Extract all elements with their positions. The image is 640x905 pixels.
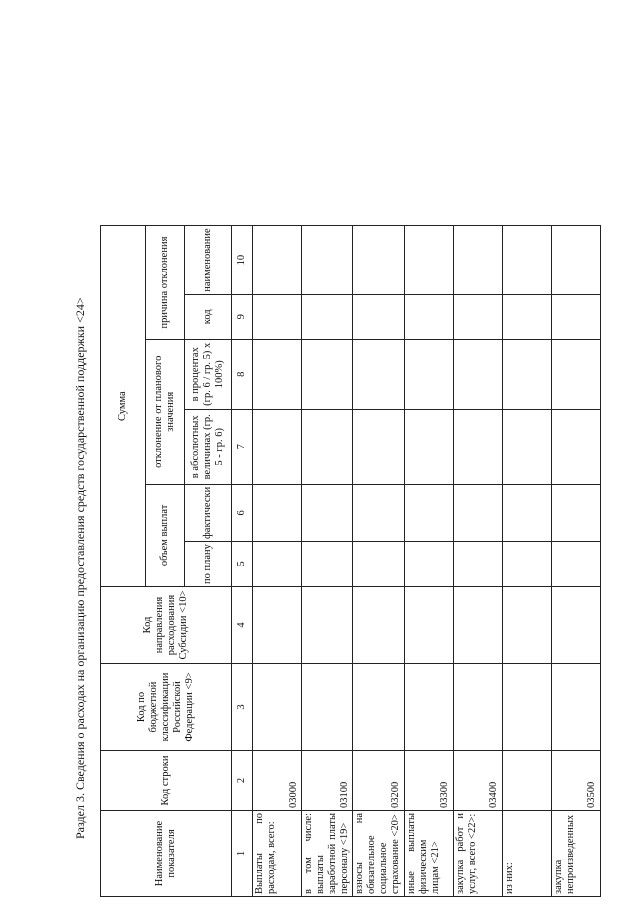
cell-pct[interactable] xyxy=(404,339,453,409)
column-number: 4 xyxy=(232,587,253,664)
cell-pct[interactable] xyxy=(551,339,600,409)
cell-fact[interactable] xyxy=(302,484,353,541)
cell-reason-code[interactable] xyxy=(551,294,600,339)
cell-direction-code[interactable] xyxy=(404,587,453,664)
table-row xyxy=(551,226,600,897)
cell-pct[interactable] xyxy=(453,339,502,409)
cell-abs[interactable] xyxy=(453,409,502,484)
cell-pct[interactable] xyxy=(353,339,404,409)
cell-plan[interactable] xyxy=(353,542,404,587)
row-code: 03100 xyxy=(302,751,353,811)
cell-direction-code[interactable] xyxy=(502,587,551,664)
cell-bk-code[interactable] xyxy=(353,664,404,751)
cell-plan[interactable] xyxy=(302,542,353,587)
header-volume: объем выплат xyxy=(146,484,185,586)
table-row xyxy=(453,226,502,897)
cell-reason-name[interactable] xyxy=(302,226,353,294)
cell-reason-name[interactable] xyxy=(453,226,502,294)
cell-fact[interactable] xyxy=(404,484,453,541)
cell-plan[interactable] xyxy=(253,542,302,587)
cell-reason-code[interactable] xyxy=(404,294,453,339)
row-code xyxy=(502,751,551,811)
cell-reason-code[interactable] xyxy=(302,294,353,339)
column-number: 3 xyxy=(232,664,253,751)
table-row xyxy=(502,226,551,897)
table-row xyxy=(253,226,302,897)
cell-direction-code[interactable] xyxy=(551,587,600,664)
cell-fact[interactable] xyxy=(551,484,600,541)
column-number: 2 xyxy=(232,751,253,811)
cell-direction-code[interactable] xyxy=(453,587,502,664)
cell-fact[interactable] xyxy=(253,484,302,541)
cell-plan[interactable] xyxy=(551,542,600,587)
header-direction-code: Код направления расходования Субсидии <10> xyxy=(101,587,232,664)
cell-reason-name[interactable] xyxy=(502,226,551,294)
cell-bk-code[interactable] xyxy=(502,664,551,751)
header-reason: причина отклонения xyxy=(146,226,185,339)
column-number-row xyxy=(232,226,253,897)
cell-fact[interactable] xyxy=(353,484,404,541)
column-number: 10 xyxy=(232,226,253,294)
cell-direction-code[interactable] xyxy=(253,587,302,664)
row-name: взносы на обязательное социальное страхование <20> xyxy=(353,811,404,897)
column-number: 6 xyxy=(232,484,253,541)
header-plan: по плану xyxy=(185,542,232,587)
row-code: 03200 xyxy=(353,751,404,811)
row-name: иные выплаты физическим лицам <21> xyxy=(404,811,453,897)
cell-abs[interactable] xyxy=(502,409,551,484)
cell-bk-code[interactable] xyxy=(253,664,302,751)
header-reason-name: наименование xyxy=(185,226,232,294)
row-name: Выплаты по расходам, всего: xyxy=(253,811,302,897)
cell-bk-code[interactable] xyxy=(551,664,600,751)
cell-bk-code[interactable] xyxy=(404,664,453,751)
header-fact: фактически xyxy=(185,484,232,541)
cell-plan[interactable] xyxy=(453,542,502,587)
header-deviation: отклонение от планового значения xyxy=(146,339,185,484)
row-name: из них: xyxy=(502,811,551,897)
column-number: 8 xyxy=(232,339,253,409)
row-code: 03300 xyxy=(404,751,453,811)
cell-plan[interactable] xyxy=(404,542,453,587)
header-sum: Сумма xyxy=(101,226,146,587)
section-title: Раздел 3. Сведения о расходах на организацию предоставления средств государственной поддержки <24> xyxy=(73,297,87,839)
row-code: 03500 xyxy=(551,751,600,811)
header-name: Наименование показателя xyxy=(101,811,232,897)
cell-reason-name[interactable] xyxy=(551,226,600,294)
cell-pct[interactable] xyxy=(253,339,302,409)
cell-bk-code[interactable] xyxy=(302,664,353,751)
cell-abs[interactable] xyxy=(404,409,453,484)
column-number: 7 xyxy=(232,409,253,484)
cell-bk-code[interactable] xyxy=(453,664,502,751)
table-row xyxy=(302,226,353,897)
cell-reason-name[interactable] xyxy=(404,226,453,294)
cell-reason-code[interactable] xyxy=(453,294,502,339)
cell-fact[interactable] xyxy=(453,484,502,541)
cell-abs[interactable] xyxy=(551,409,600,484)
header-pct: в процентах (гр. 6 / гр. 5) x 100%) xyxy=(185,339,232,409)
cell-direction-code[interactable] xyxy=(302,587,353,664)
cell-fact[interactable] xyxy=(502,484,551,541)
cell-direction-code[interactable] xyxy=(353,587,404,664)
cell-abs[interactable] xyxy=(302,409,353,484)
table-row xyxy=(353,226,404,897)
cell-pct[interactable] xyxy=(502,339,551,409)
header-abs: в абсолютных величинах (гр. 5 - гр. 6) xyxy=(185,409,232,484)
column-number: 9 xyxy=(232,294,253,339)
rotated-form xyxy=(72,57,632,897)
row-name: в том числе: выплаты заработной платы персоналу <19> xyxy=(302,811,353,897)
cell-reason-name[interactable] xyxy=(253,226,302,294)
row-code: 03400 xyxy=(453,751,502,811)
cell-pct[interactable] xyxy=(302,339,353,409)
header-reason-code: код xyxy=(185,294,232,339)
table-row xyxy=(404,226,453,897)
cell-reason-name[interactable] xyxy=(353,226,404,294)
cell-reason-code[interactable] xyxy=(502,294,551,339)
cell-reason-code[interactable] xyxy=(253,294,302,339)
row-name: закупка работ и услуг, всего <22>: xyxy=(453,811,502,897)
header-code: Код строки xyxy=(101,751,232,811)
cell-reason-code[interactable] xyxy=(353,294,404,339)
row-name: закупка непроизведенных xyxy=(551,811,600,897)
expenses-table xyxy=(100,225,601,897)
cell-abs[interactable] xyxy=(253,409,302,484)
column-number: 1 xyxy=(232,811,253,897)
cell-plan[interactable] xyxy=(502,542,551,587)
column-number: 5 xyxy=(232,542,253,587)
header-bk-code: Код по бюджетной классификации Российской Федерации <9> xyxy=(101,664,232,751)
row-code: 03000 xyxy=(253,751,302,811)
cell-abs[interactable] xyxy=(353,409,404,484)
